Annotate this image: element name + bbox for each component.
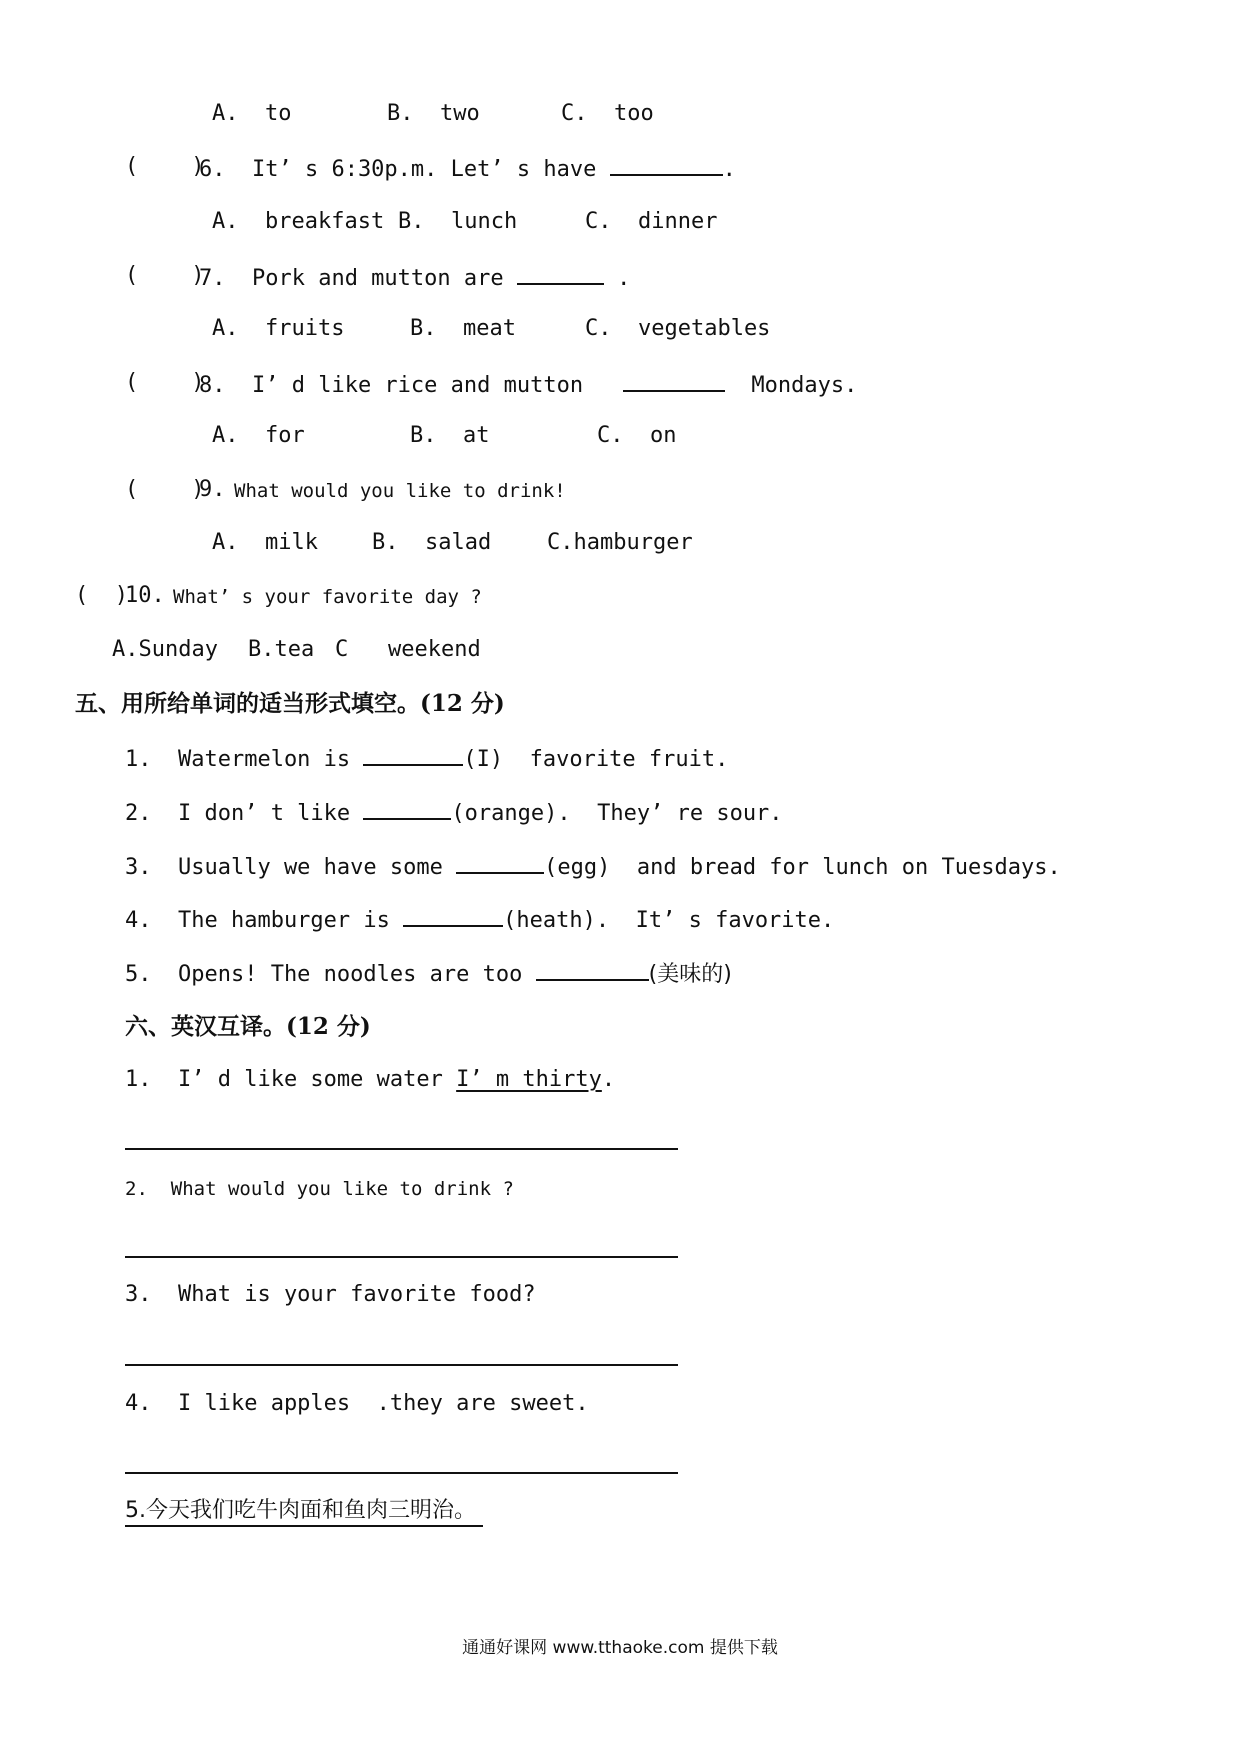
page-footer: 通通好课网 www.tthaoke.com 提供下载	[462, 1638, 778, 1658]
q9-text: What would you like to drink!	[234, 480, 566, 502]
s5-item-1-blank[interactable]	[363, 742, 463, 766]
q10-paren: ( )	[75, 583, 128, 608]
s6-item-1-pre: 1. I’ d like some water	[125, 1067, 457, 1092]
q9-option-b: B. salad	[372, 530, 492, 555]
s6-item-3: 3. What is your favorite food?	[125, 1282, 536, 1307]
q6-paren: ( )	[125, 154, 205, 179]
q6-option-b: B. lunch	[398, 209, 518, 234]
q8-option-c: C. on	[597, 423, 677, 448]
q9-option-c: C.hamburger	[547, 530, 693, 555]
s5-item-5	[125, 957, 732, 990]
s5-item-2	[125, 796, 783, 829]
q9-option-a: A. milk	[212, 530, 318, 555]
q7-text: 7. Pork and mutton are	[199, 266, 504, 291]
q5-option-b: B. two	[387, 101, 480, 126]
s6-answer-line-1[interactable]	[125, 1148, 678, 1150]
s5-item-3	[125, 850, 1061, 883]
s6-item-2: 2. What would you like to drink ?	[125, 1178, 514, 1200]
q10-option-c: C weekend	[335, 637, 481, 662]
q9-paren: ( )	[125, 477, 205, 502]
s5-item-5-pre: 5. Opens! The noodles are too	[125, 962, 523, 987]
s5-item-5-post: (美味的)	[648, 962, 732, 987]
section6-title: 六、英汉互译。(12 分)	[125, 1013, 371, 1040]
q7-paren: ( )	[125, 263, 205, 288]
q7-question	[199, 261, 630, 294]
s6-item-1-underlined: I’ m thirty	[456, 1067, 602, 1092]
q9-number: 9.	[199, 477, 226, 502]
q7-end: .	[603, 266, 631, 291]
q8-paren: ( )	[125, 370, 205, 395]
q8-end: Mondays.	[751, 373, 858, 398]
q7-option-c: C. vegetables	[585, 316, 771, 341]
q8-option-a: A. for	[212, 423, 305, 448]
s6-item-1	[125, 1065, 615, 1095]
s5-item-3-blank[interactable]	[456, 850, 544, 874]
q8-text: 8. I’ d like rice and mutton	[199, 373, 584, 398]
q8-question	[199, 368, 857, 401]
s5-item-1-pre: 1. Watermelon is	[125, 747, 351, 772]
q10-option-b: B.tea	[248, 637, 315, 662]
s5-item-2-blank[interactable]	[363, 796, 451, 820]
s6-item-5	[125, 1496, 483, 1526]
s6-item-4: 4. I like apples .they are sweet.	[125, 1391, 589, 1416]
s6-item-1-post: .	[601, 1067, 616, 1092]
q7-option-a: A. fruits	[212, 316, 345, 341]
s5-item-5-blank[interactable]	[536, 957, 649, 981]
s5-item-3-pre: 3. Usually we have some	[125, 855, 443, 880]
q10-option-a: A.Sunday	[112, 637, 218, 662]
s5-item-4-pre: 4. The hamburger is	[125, 908, 390, 933]
s5-item-4-post: (heath). It’ s favorite.	[503, 908, 835, 933]
q6-blank[interactable]	[610, 152, 723, 176]
q6-option-a: A. breakfast	[212, 209, 385, 234]
s5-item-2-pre: 2. I don’ t like	[125, 801, 351, 826]
section5-title: 五、用所给单词的适当形式填空。(12 分)	[75, 690, 505, 717]
q7-option-b: B. meat	[410, 316, 516, 341]
s6-item-5-text: 5.今天我们吃牛肉面和鱼肉三明治。	[125, 1498, 483, 1527]
q6-text: 6. It’ s 6:30p.m. Let’ s have	[199, 157, 597, 182]
q6-option-c: C. dinner	[585, 209, 718, 234]
s5-item-4-blank[interactable]	[403, 903, 503, 927]
q5-option-a: A. to	[212, 101, 292, 126]
s6-answer-line-4[interactable]	[125, 1472, 678, 1474]
q6-end: .	[722, 157, 736, 182]
q5-option-c: C. too	[561, 101, 654, 126]
q10-number: 10.	[125, 583, 165, 608]
s5-item-3-post: (egg) and bread for lunch on Tuesdays.	[544, 855, 1061, 880]
q10-text: What’ s your favorite day ?	[173, 586, 482, 608]
q7-blank[interactable]	[517, 261, 604, 285]
s5-item-4	[125, 903, 834, 936]
s5-item-2-post: (orange). They’ re sour.	[451, 801, 783, 826]
q8-option-b: B. at	[410, 423, 490, 448]
q6-question	[199, 152, 736, 185]
s5-item-1	[125, 742, 728, 775]
s5-item-1-post: (I) favorite fruit.	[463, 747, 729, 772]
q8-blank[interactable]	[623, 368, 725, 392]
s6-answer-line-2[interactable]	[125, 1256, 678, 1258]
s6-answer-line-3[interactable]	[125, 1364, 678, 1366]
